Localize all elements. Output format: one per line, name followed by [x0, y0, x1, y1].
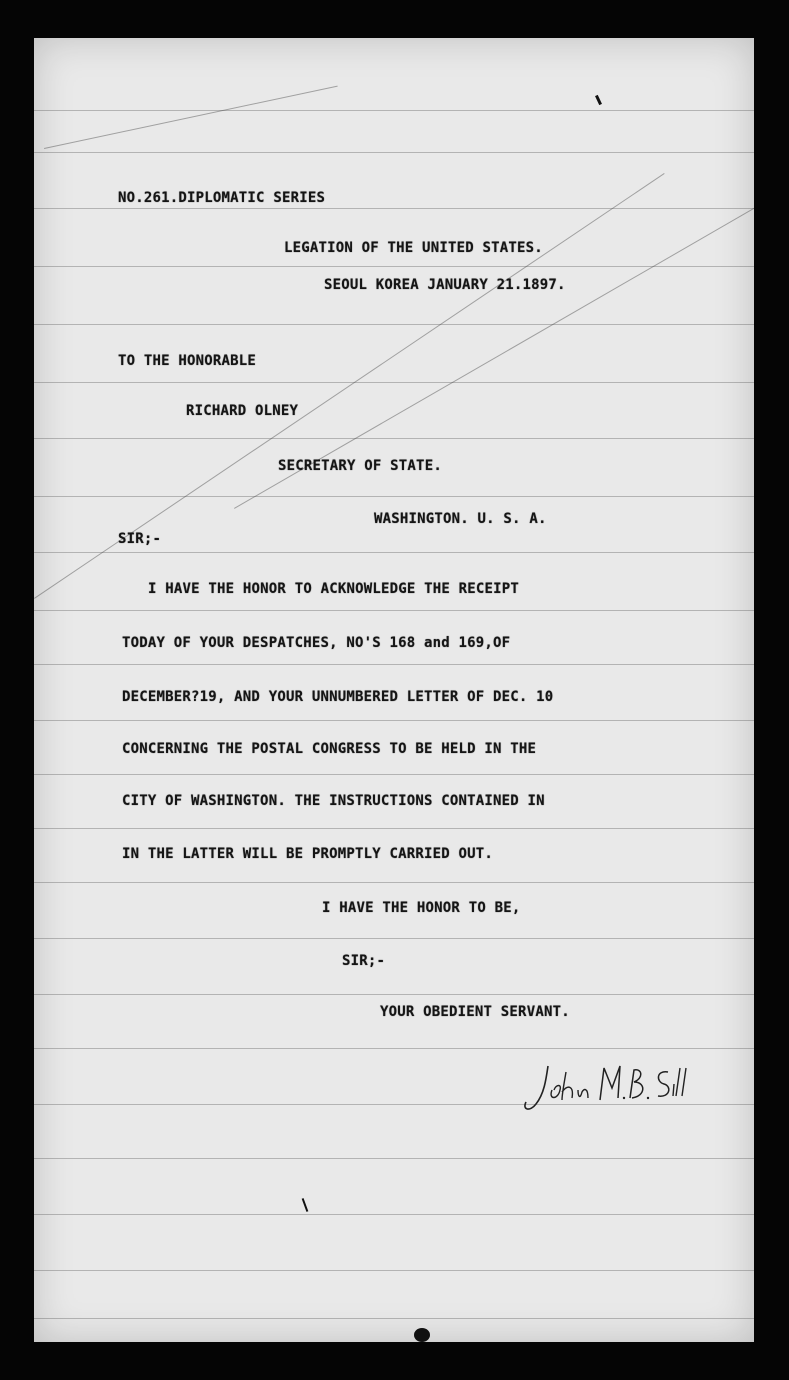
series-heading: NO.261.DIPLOMATIC SERIES	[118, 190, 326, 206]
body-line-5: CITY OF WASHINGTON. THE INSTRUCTIONS CONTAINED IN	[122, 793, 545, 809]
letter-page	[34, 38, 754, 1342]
addressee-name: RICHARD OLNEY	[186, 403, 299, 419]
handwritten-signature	[518, 1060, 688, 1120]
paper-rule	[34, 324, 754, 325]
closing-servant-line: YOUR OBEDIENT SERVANT.	[380, 1004, 570, 1020]
addressee-location: WASHINGTON. U. S. A.	[374, 511, 547, 527]
paper-rule	[34, 1048, 754, 1049]
paper-rule	[34, 1158, 754, 1159]
body-line-2: TODAY OF YOUR DESPATCHES, NO'S 168 and 169,OF	[122, 635, 511, 651]
paper-rule	[34, 720, 754, 721]
paper-rule	[34, 110, 754, 111]
place-date-line: SEOUL KOREA JANUARY 21.1897.	[324, 277, 566, 293]
paper-rule	[34, 266, 754, 267]
salutation-line: TO THE HONORABLE	[118, 353, 257, 369]
paper-rule	[34, 610, 754, 611]
paper-rule	[34, 774, 754, 775]
paper-rule	[34, 1270, 754, 1271]
legation-line: LEGATION OF THE UNITED STATES.	[284, 240, 543, 256]
paper-rule	[34, 382, 754, 383]
paper-rule	[34, 1318, 754, 1319]
ink-speck	[414, 1328, 430, 1342]
body-line-3: DECEMBER?19, AND YOUR UNNUMBERED LETTER OF DEC. 10	[122, 689, 554, 705]
paper-rule	[34, 1214, 754, 1215]
paper-rule	[34, 438, 754, 439]
ink-speck	[302, 1198, 309, 1212]
paper-rule	[34, 882, 754, 883]
greeting: SIR;-	[118, 531, 162, 547]
paper-rule	[34, 552, 754, 553]
addressee-title: SECRETARY OF STATE.	[278, 458, 442, 474]
paper-rule	[34, 828, 754, 829]
paper-rule	[34, 152, 754, 153]
body-line-1: I HAVE THE HONOR TO ACKNOWLEDGE THE RECEIPT	[148, 581, 520, 597]
closing-honor-line: I HAVE THE HONOR TO BE,	[322, 900, 521, 916]
film-scratch	[44, 86, 338, 149]
body-line-4: CONCERNING THE POSTAL CONGRESS TO BE HELD IN THE	[122, 741, 537, 757]
paper-rule	[34, 994, 754, 995]
closing-sir-line: SIR;-	[342, 953, 386, 969]
paper-rule	[34, 664, 754, 665]
ink-speck	[595, 95, 602, 105]
body-line-6: IN THE LATTER WILL BE PROMPTLY CARRIED OUT.	[122, 846, 494, 862]
paper-rule	[34, 208, 754, 209]
paper-rule	[34, 938, 754, 939]
paper-rule	[34, 496, 754, 497]
